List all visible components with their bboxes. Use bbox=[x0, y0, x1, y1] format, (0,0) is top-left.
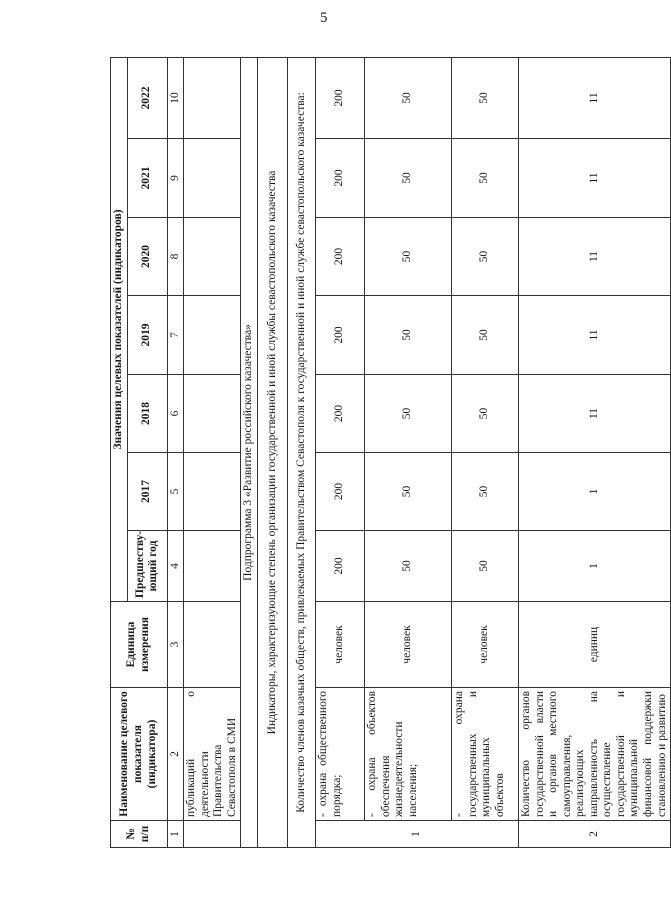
table-row bbox=[364, 57, 451, 847]
column-index: 3 bbox=[167, 602, 184, 688]
indicator-name: - охрана объектов обеспечения жизнедеятельности населения; bbox=[364, 688, 451, 821]
value-cell: 200 bbox=[315, 57, 364, 138]
table-row bbox=[241, 57, 258, 847]
value-cell: 11 bbox=[518, 375, 670, 453]
unit-cell: человек bbox=[364, 602, 451, 688]
empty-cell bbox=[184, 821, 241, 848]
header-year-2019: 2019 bbox=[127, 296, 167, 375]
header-name: Наименование целевого показателя (индикатора) bbox=[111, 688, 168, 821]
column-index-row bbox=[167, 57, 184, 847]
value-cell: 50 bbox=[364, 296, 451, 375]
header-year-2017: 2017 bbox=[127, 453, 167, 531]
value-cell: 50 bbox=[364, 139, 451, 218]
value-cell: 200 bbox=[315, 139, 364, 218]
empty-cell bbox=[184, 218, 241, 296]
value-cell: 1 bbox=[518, 531, 670, 602]
column-index: 7 bbox=[167, 296, 184, 375]
table-row bbox=[451, 57, 518, 847]
value-cell: 11 bbox=[518, 139, 670, 218]
page-number: 5 bbox=[320, 10, 328, 26]
column-index: 5 bbox=[167, 453, 184, 531]
empty-cell bbox=[184, 139, 241, 218]
header-num: № п/п bbox=[111, 821, 168, 848]
column-index: 6 bbox=[167, 375, 184, 453]
empty-cell bbox=[184, 453, 241, 531]
value-cell: 50 bbox=[451, 139, 518, 218]
column-index: 2 bbox=[167, 688, 184, 821]
table-row bbox=[315, 57, 364, 847]
table-row bbox=[184, 57, 241, 847]
table-row bbox=[257, 57, 287, 847]
header-year-2021: 2021 bbox=[127, 139, 167, 218]
continued-indicator-name: публикаций о деятельности Правительства Севастополя в СМИ bbox=[184, 688, 241, 821]
value-cell: 1 bbox=[518, 453, 670, 531]
header-values-group: Значения целевых показателей (индикаторов) bbox=[111, 57, 128, 601]
header-year-2018: 2018 bbox=[127, 375, 167, 453]
column-index: 8 bbox=[167, 218, 184, 296]
value-cell: 200 bbox=[315, 453, 364, 531]
unit-cell: единиц bbox=[518, 602, 670, 688]
value-cell: 11 bbox=[518, 57, 670, 138]
indicators-table bbox=[110, 57, 671, 848]
indicator-name: - охрана общественного порядка; bbox=[315, 688, 364, 821]
value-cell: 50 bbox=[451, 453, 518, 531]
value-cell: 50 bbox=[451, 531, 518, 602]
value-cell: 200 bbox=[315, 218, 364, 296]
column-index: 9 bbox=[167, 139, 184, 218]
row-number: 1 bbox=[315, 821, 518, 848]
value-cell: 200 bbox=[315, 375, 364, 453]
rotated-table-container bbox=[110, 58, 668, 848]
value-cell: 11 bbox=[518, 218, 670, 296]
empty-cell bbox=[184, 57, 241, 138]
value-cell: 50 bbox=[451, 375, 518, 453]
unit-cell: человек bbox=[451, 602, 518, 688]
empty-cell bbox=[184, 531, 241, 602]
value-cell: 50 bbox=[364, 375, 451, 453]
header-prev-year: Предшеству-ющий год bbox=[127, 531, 167, 602]
value-cell: 50 bbox=[364, 57, 451, 138]
unit-cell: человек bbox=[315, 602, 364, 688]
value-cell: 50 bbox=[451, 218, 518, 296]
subprogram-title: Подпрограмма 3 «Развитие российского казачества» bbox=[241, 57, 258, 847]
column-index: 4 bbox=[167, 531, 184, 602]
group-title: Количество членов казачьих обществ, привлекаемых Правительством Севастополя к государственной и иной службе севастопольского казачества: bbox=[287, 57, 315, 847]
table-row bbox=[287, 57, 315, 847]
value-cell: 11 bbox=[518, 296, 670, 375]
value-cell: 50 bbox=[451, 296, 518, 375]
indicators-title: Индикаторы, характеризующие степень организации государственной и иной службы севастопольского казачества bbox=[257, 57, 287, 847]
value-cell: 50 bbox=[364, 218, 451, 296]
table-row bbox=[518, 57, 670, 847]
indicator-name: - охрана государственных и муниципальных объектов bbox=[451, 688, 518, 821]
empty-cell bbox=[184, 375, 241, 453]
value-cell: 50 bbox=[364, 453, 451, 531]
value-cell: 200 bbox=[315, 296, 364, 375]
header-year-2022: 2022 bbox=[127, 57, 167, 138]
value-cell: 50 bbox=[364, 531, 451, 602]
value-cell: 50 bbox=[451, 57, 518, 138]
column-index: 1 bbox=[167, 821, 184, 848]
header-year-2020: 2020 bbox=[127, 218, 167, 296]
empty-cell bbox=[184, 296, 241, 375]
indicator-name: Количество органов государственной власти и органов местного самоуправления, реализующих направленность на осуществление государственной и муниципальной финансовой поддержки становлению и развитию bbox=[518, 688, 670, 821]
value-cell: 200 bbox=[315, 531, 364, 602]
header-unit: Единица измерения bbox=[111, 602, 168, 688]
empty-cell bbox=[184, 602, 241, 688]
column-index: 10 bbox=[167, 57, 184, 138]
row-number: 2 bbox=[518, 821, 670, 848]
